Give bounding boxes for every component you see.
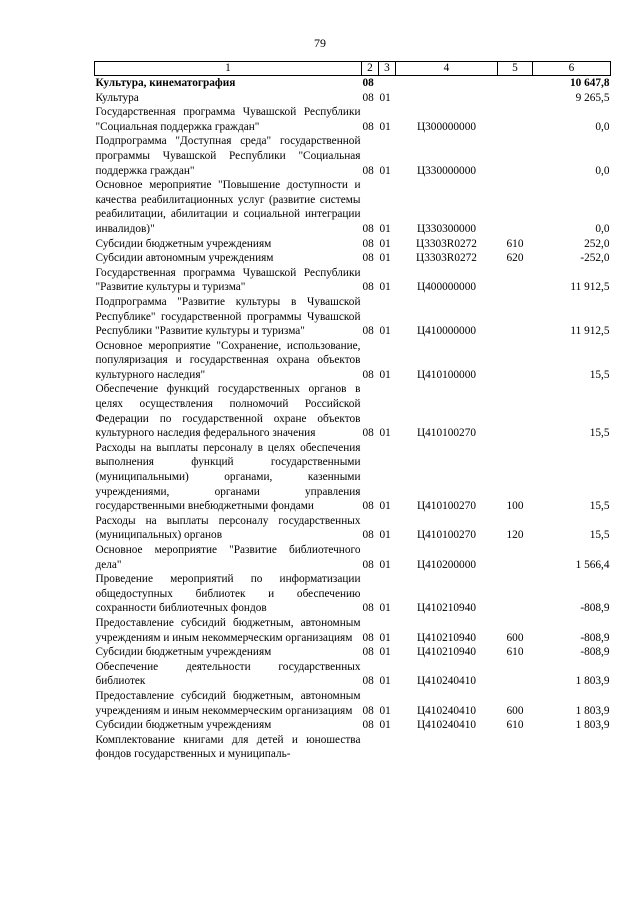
- row-target-article: [396, 733, 498, 762]
- row-target-article: Ц410200000: [417, 558, 476, 571]
- table-row: [95, 718, 611, 733]
- row-name: Предоставление субсидий бюджетным, автономным учреждениям и иным некоммерческим организациям: [95, 616, 361, 644]
- row-razdel: 08: [362, 529, 374, 542]
- page-number: 79: [314, 36, 326, 50]
- row-name: Культура, кинематография: [95, 77, 236, 89]
- row-expense-type: 610: [506, 646, 524, 659]
- row-expense-type: [498, 572, 533, 616]
- row-podrazdel: 01: [379, 237, 391, 250]
- table-row: [95, 689, 611, 718]
- row-amount: 0,0: [595, 222, 610, 235]
- row-amount: 1 803,9: [575, 719, 610, 732]
- row-target-article: Ц410240410: [417, 675, 476, 688]
- row-name: Подпрограмма "Доступная среда" государственной программы Чувашской Республики "Социальная поддержка граждан": [95, 135, 361, 177]
- row-target-article: Ц330300000: [417, 222, 476, 235]
- row-target-article: Ц410240410: [417, 719, 476, 732]
- row-name: Субсидии бюджетным учреждениям: [95, 237, 272, 250]
- row-expense-type: [498, 266, 533, 295]
- header-col-4: 4: [396, 62, 498, 76]
- row-target-article: [396, 76, 498, 91]
- table-row: [95, 645, 611, 660]
- row-expense-type: [498, 295, 533, 339]
- row-podrazdel: 01: [379, 704, 391, 717]
- row-expense-type: [498, 178, 533, 236]
- table-row: [95, 733, 611, 762]
- table-row: [95, 382, 611, 440]
- row-razdel: 08: [362, 646, 374, 659]
- table-row: [95, 251, 611, 266]
- row-razdel: 08: [362, 368, 374, 381]
- header-col-1: 1: [95, 62, 362, 76]
- row-name: Расходы на выплаты персоналу в целях обеспечения выполнения функций государственными (муниципальными) органами, казенными учреждениями, органами управления государственными внебюджетными фондами: [95, 441, 361, 513]
- row-expense-type: 600: [506, 704, 524, 717]
- row-razdel: 08: [362, 427, 374, 440]
- row-podrazdel: 01: [379, 222, 391, 235]
- row-podrazdel: 01: [379, 325, 391, 338]
- row-amount: [533, 733, 611, 762]
- row-razdel: 08: [362, 237, 374, 250]
- row-name: Обеспечение функций государственных органов в целях осуществления полномочий Российской Федерации по государственной охране объектов культурного наследия федерального значения: [95, 383, 361, 440]
- row-amount: 0,0: [595, 120, 610, 133]
- row-name: Субсидии бюджетным учреждениям: [95, 719, 272, 732]
- row-amount: 15,5: [589, 368, 610, 381]
- row-target-article: Ц410210940: [417, 602, 476, 615]
- row-podrazdel: 01: [379, 719, 391, 732]
- row-target-article: [396, 91, 498, 106]
- row-expense-type: [498, 543, 533, 572]
- row-podrazdel: 01: [379, 91, 391, 104]
- row-target-article: Ц410100270: [417, 500, 476, 513]
- row-target-article: Ц410100270: [417, 427, 476, 440]
- row-amount: -808,9: [580, 602, 610, 615]
- row-expense-type: [498, 134, 533, 178]
- row-name: Основное мероприятие "Сохранение, использование, популяризация и государственная охрана объектов культурного наследия": [95, 339, 361, 381]
- row-razdel: 08: [362, 675, 374, 688]
- row-expense-type: 600: [506, 631, 524, 644]
- budget-table-body: [95, 76, 611, 762]
- row-razdel: 08: [362, 164, 374, 177]
- row-razdel: 08: [362, 252, 374, 265]
- table-row: [95, 572, 611, 616]
- row-expense-type: [498, 105, 533, 134]
- row-amount: 9 265,5: [575, 91, 610, 104]
- row-podrazdel: 01: [379, 427, 391, 440]
- row-podrazdel: 01: [379, 500, 391, 513]
- row-target-article: Ц300000000: [417, 120, 476, 133]
- row-name: Субсидии бюджетным учреждениям: [95, 646, 272, 659]
- row-podrazdel: 01: [379, 281, 391, 294]
- table-row: [95, 514, 611, 543]
- row-podrazdel: 01: [379, 646, 391, 659]
- row-name: Подпрограмма "Развитие культуры в Чувашской Республике" государственной программы Чувашской Республики "Развитие культуры и туризма": [95, 295, 361, 338]
- row-target-article: Ц3303R0272: [416, 252, 477, 265]
- row-podrazdel: 01: [379, 558, 391, 571]
- header-col-3: 3: [379, 62, 396, 76]
- row-amount: 15,5: [589, 529, 610, 542]
- row-podrazdel: 01: [379, 368, 391, 381]
- row-expense-type: 610: [506, 719, 524, 732]
- row-amount: 1 803,9: [575, 704, 610, 717]
- row-razdel: 08: [362, 500, 374, 513]
- table-row: [95, 237, 611, 252]
- row-razdel: 08: [362, 281, 374, 294]
- row-expense-type: 120: [506, 529, 524, 542]
- row-target-article: Ц410100270: [417, 529, 476, 542]
- row-target-article: Ц410240410: [417, 704, 476, 717]
- row-razdel: 08: [362, 602, 374, 615]
- row-amount: 11 912,5: [570, 281, 610, 294]
- row-expense-type: [498, 91, 533, 106]
- row-razdel: 08: [362, 558, 374, 571]
- budget-table: [94, 61, 611, 762]
- row-target-article: Ц330000000: [417, 164, 476, 177]
- row-razdel: 08: [362, 77, 374, 89]
- row-podrazdel: 01: [379, 120, 391, 133]
- row-razdel: 08: [362, 120, 374, 133]
- table-row: [95, 660, 611, 689]
- table-row: [95, 105, 611, 134]
- row-name: Комплектование книгами для детей и юношества фондов государственных и муниципаль-: [95, 733, 361, 761]
- row-target-article: Ц410210940: [417, 631, 476, 644]
- row-amount: 0,0: [595, 164, 610, 177]
- row-amount: 15,5: [589, 500, 610, 513]
- table-row: [95, 295, 611, 339]
- row-razdel: 08: [362, 222, 374, 235]
- row-amount: -808,9: [580, 646, 610, 659]
- row-podrazdel: 01: [379, 529, 391, 542]
- row-razdel: 08: [362, 91, 374, 104]
- row-name: Субсидии автономным учреждениям: [95, 252, 274, 265]
- row-amount: 1 803,9: [575, 675, 610, 688]
- row-expense-type: [498, 382, 533, 440]
- header-col-5: 5: [498, 62, 533, 76]
- row-amount: 11 912,5: [570, 325, 610, 338]
- row-name: Предоставление субсидий бюджетным, автономным учреждениям и иным некоммерческим организациям: [95, 689, 361, 717]
- row-name: Государственная программа Чувашской Республики "Социальная поддержка граждан": [95, 106, 361, 133]
- row-target-article: Ц410000000: [417, 325, 476, 338]
- row-target-article: Ц410100000: [417, 368, 476, 381]
- row-razdel: 08: [362, 704, 374, 717]
- table-row: [95, 339, 611, 383]
- row-razdel: [362, 733, 379, 762]
- row-name: Основное мероприятие "Развитие библиотечного дела": [95, 544, 361, 571]
- row-podrazdel: [379, 733, 396, 762]
- row-name: Культура: [95, 91, 139, 104]
- table-row: [95, 441, 611, 514]
- row-name: Обеспечение деятельности государственных библиотек: [95, 660, 361, 688]
- row-amount: 1 566,4: [575, 558, 610, 571]
- table-row: [95, 91, 611, 106]
- row-expense-type: [498, 339, 533, 383]
- table-row: [95, 76, 611, 91]
- row-name: Государственная программа Чувашской Республики "Развитие культуры и туризма": [95, 266, 361, 294]
- row-razdel: 08: [362, 325, 374, 338]
- row-podrazdel: 01: [379, 631, 391, 644]
- table-row: [95, 178, 611, 236]
- row-expense-type: 610: [506, 237, 524, 250]
- table-row: [95, 266, 611, 295]
- row-razdel: 08: [362, 631, 374, 644]
- row-podrazdel: 01: [379, 602, 391, 615]
- row-name: Основное мероприятие "Повышение доступности и качества реабилитационных услуг (развитие системы реабилитации, абилитации и социальной интеграции инвалидов)": [95, 179, 361, 235]
- column-number-header: [95, 62, 611, 76]
- table-row: [95, 616, 611, 645]
- row-expense-type: [498, 76, 533, 91]
- row-name: Расходы на выплаты персоналу государственных (муниципальных) органов: [95, 514, 361, 542]
- row-expense-type: [498, 660, 533, 689]
- row-amount: 252,0: [584, 237, 610, 250]
- table-row: [95, 543, 611, 572]
- row-target-article: Ц410210940: [417, 646, 476, 659]
- row-target-article: Ц400000000: [417, 281, 476, 294]
- row-podrazdel: [379, 76, 396, 91]
- row-podrazdel: 01: [379, 252, 391, 265]
- row-target-article: Ц3303R0272: [416, 237, 477, 250]
- row-podrazdel: 01: [379, 164, 391, 177]
- row-podrazdel: 01: [379, 675, 391, 688]
- row-expense-type: 620: [506, 252, 524, 265]
- row-amount: -252,0: [580, 252, 610, 265]
- row-name: Проведение мероприятий по информатизации общедоступных библиотек и обеспечению сохранности библиотечных фондов: [95, 573, 361, 615]
- row-amount: 10 647,8: [569, 77, 610, 89]
- row-amount: -808,9: [580, 631, 610, 644]
- table-row: [95, 134, 611, 178]
- header-col-6: 6: [533, 62, 611, 76]
- row-razdel: 08: [362, 719, 374, 732]
- row-expense-type: 100: [506, 500, 524, 513]
- header-col-2: 2: [362, 62, 379, 76]
- row-expense-type: [498, 733, 533, 762]
- row-amount: 15,5: [589, 427, 610, 440]
